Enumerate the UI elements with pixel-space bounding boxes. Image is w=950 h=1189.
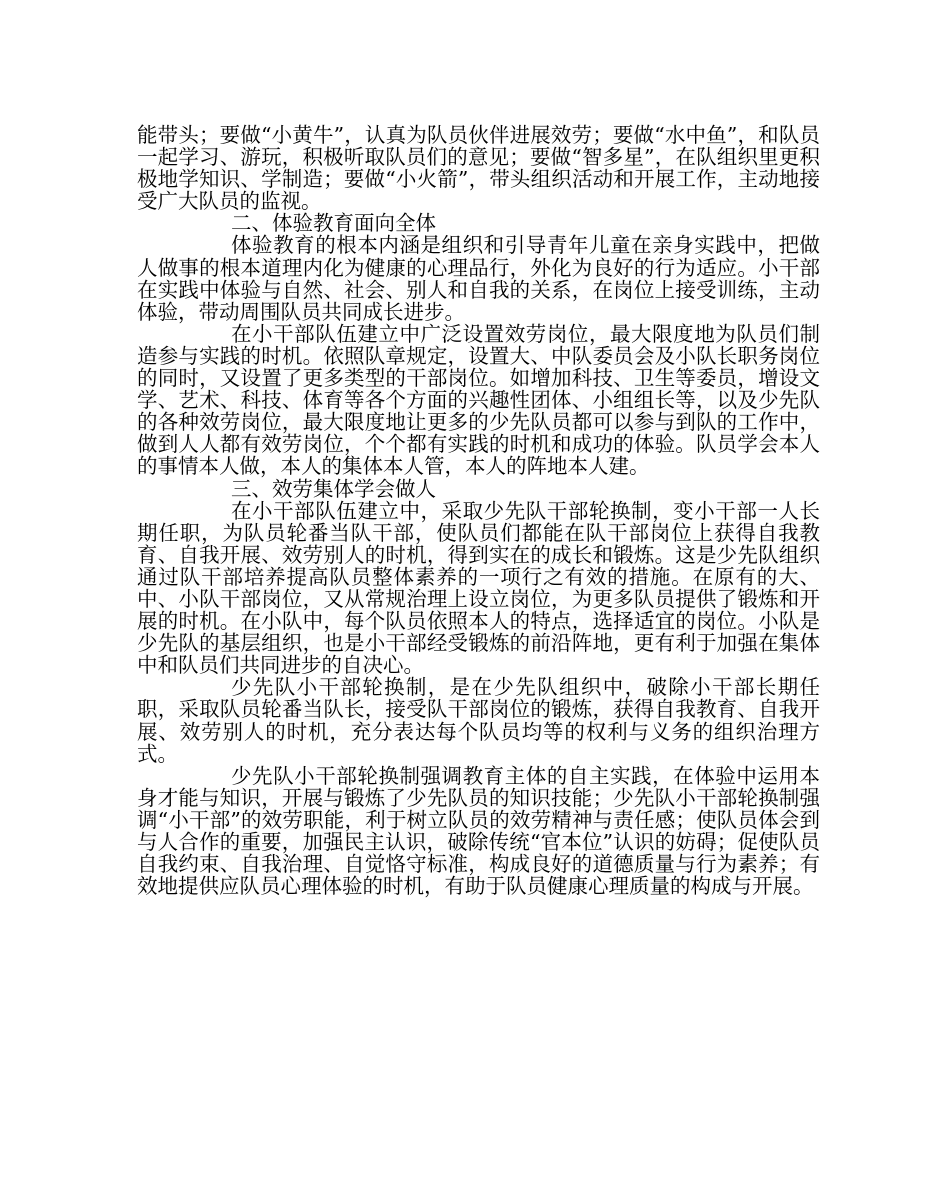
document-body (137, 124, 820, 897)
section-heading-3: 三、效劳集体学会做人 (231, 476, 436, 501)
paragraph: 少先队小干部轮换制，是在少先队组织中，破除小干部长期任职，采取队员轮番当队长，接受队干部岗位的锻炼，获得自我教育、自我开展、效劳别人的时机，充分表达每个队员均等的权利与义务的组织治理方式。 (137, 675, 820, 766)
paragraph: 体验教育的根本内涵是组织和引导青年儿童在亲身实践中，把做人做事的根本道理内化为健康的心理品行，外化为良好的行为适应。小干部在实践中体验与自然、社会、别人和自我的关系，在岗位上接受训练，主动体验，带动周围队员共同成长进步。 (137, 233, 820, 324)
section-heading-2: 二、体验教育面向全体 (231, 211, 436, 236)
paragraph: 在小干部队伍建立中，采取少先队干部轮换制，变小干部一人长期任职，为队员轮番当队干部，使队员们都能在队干部岗位上获得自我教育、自我开展、效劳别人的时机，得到实在的成长和锻炼。这是少先队组织通过队干部培养提高队员整体素养的一项行之有效的措施。在原有的大、中、小队干部岗位，又从常规治理上设立岗位，为更多队员提供了锻炼和开展的时机。在小队中，每个队员依照本人的特点，选择适宜的岗位。小队是少先队的基层组织，也是小干部经受锻炼的前沿阵地，更有利于加强在集体中和队员们共同进步的自决心。 (137, 498, 820, 678)
paragraph: 少先队小干部轮换制强调教育主体的自主实践，在体验中运用本身才能与知识，开展与锻炼了少先队员的知识技能；少先队小干部轮换制强调“小干部”的效劳职能，利于树立队员的效劳精神与责任感；使队员体会到与人合作的重要，加强民主认识，破除传统“官本位”认识的妨碍；促使队员自我约束、自我治理、自觉恪守标准，构成良好的道德质量与行为素养；有效地提供应队员心理体验的时机，有助于队员健康心理质量的构成与开展。 (137, 763, 820, 899)
paragraph-continuation: 能带头；要做“小黄牛”，认真为队员伙伴进展效劳；要做“水中鱼”，和队员一起学习、游玩，积极听取队员们的意见；要做“智多星”，在队组织里更积极地学知识、学制造；要做“小火箭”，带头组织活动和开展工作，主动地接受广大队员的监视。 (137, 123, 820, 214)
paragraph: 在小干部队伍建立中广泛设置效劳岗位，最大限度地为队员们制造参与实践的时机。依照队章规定，设置大、中队委员会及小队长职务岗位的同时，又设置了更多类型的干部岗位。如增加科技、卫生等委员，增设文学、艺术、科技、体育等各个方面的兴趣性团体、小组组长等，以及少先队的各种效劳岗位，最大限度地让更多的少先队员都可以参与到队的工作中，做到人人都有效劳岗位，个个都有实践的时机和成功的体验。队员学会本人的事情本人做，本人的集体本人管，本人的阵地本人建。 (137, 321, 820, 479)
